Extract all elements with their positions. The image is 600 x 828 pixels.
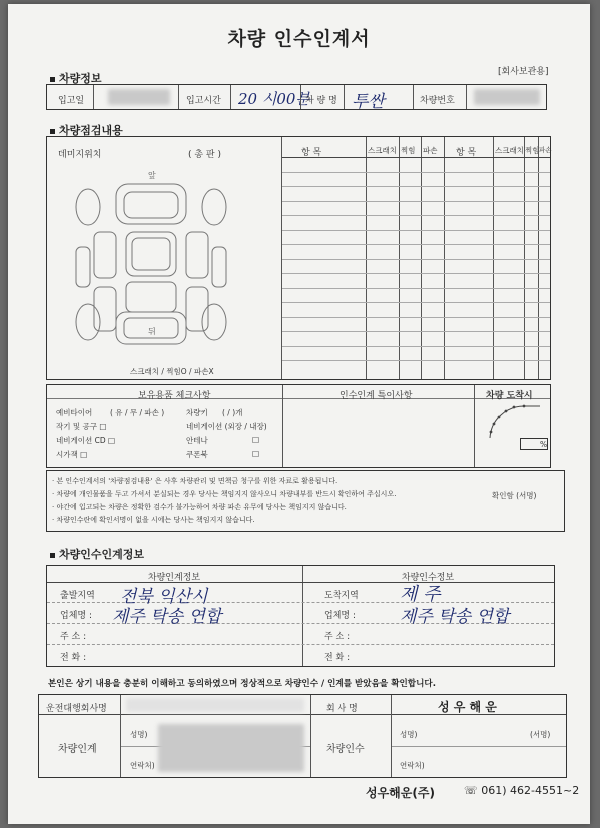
handover-to-title: 차량인수정보 <box>401 573 455 583</box>
address-to-label: 주 소 : <box>324 632 351 642</box>
spare-tire-options: ( 유 / 무 / 파손 ) <box>110 408 165 417</box>
broken-col-header-2: 파손 <box>539 146 552 154</box>
diagram-rear-label: 뒤 <box>148 327 156 336</box>
arrival-title: 차량 도착시 <box>486 391 533 401</box>
office-copy-label: [회사보관용] <box>498 67 549 77</box>
inspection-grid-row <box>282 360 550 361</box>
handover-sign-label: 차량인계 <box>58 744 97 755</box>
scratch-col-header-1: 스크래치 <box>368 146 397 155</box>
departure-label: 출발지역 <box>60 591 95 601</box>
arrival-region-value: 제 주 <box>400 584 441 605</box>
item-col-header-1: 항 목 <box>301 148 322 158</box>
cigar-jack-label: 시가잭 □ <box>56 450 88 459</box>
fuel-gauge-icon <box>484 402 548 442</box>
receive-contact-label: 연락처) <box>400 761 425 770</box>
handover-name-label: 성명) <box>130 730 148 739</box>
phone-to-label: 전 화 : <box>324 653 351 663</box>
footer-company: 성우해운(주) <box>366 786 435 800</box>
handover-contact-label: 연락처) <box>130 761 155 770</box>
diagram-legend: 스크래치 / 찍힘O / 파손X <box>130 367 214 376</box>
document-page <box>8 4 590 824</box>
dent-col-header-2: 찍힘 <box>525 146 540 155</box>
entry-date-label: 입고일 <box>58 96 85 106</box>
notice-line-2: · 차량에 개인물품을 두고 가셔서 분실되는 경우 당사는 책임지지 않사오니 차량내부를 반드시 확인하여 주십시오. <box>52 490 397 498</box>
company-to-value: 제주 탁송 연합 <box>400 607 510 627</box>
inspection-grid-row <box>282 230 550 231</box>
special-notes-title: 인수인계 특이사항 <box>340 391 413 401</box>
inspection-grid-row <box>282 346 550 347</box>
fuel-percent-label: % <box>540 440 548 449</box>
damage-position-label: 데미지위치 <box>58 150 102 160</box>
section-inspection: 차량점검내용 <box>50 122 123 138</box>
checklist-table <box>46 384 551 468</box>
antenna-label: 안테나 <box>186 436 208 445</box>
section-handover: 차량인수인계정보 <box>50 546 144 562</box>
inspection-grid-row <box>282 259 550 260</box>
company-to-label: 업체명 : <box>324 611 356 621</box>
redacted-handover-person <box>158 724 304 772</box>
receive-sign-mark: (서명) <box>530 730 551 739</box>
diagram-front-label: 앞 <box>148 171 156 180</box>
document-title: 차량 인수인계서 <box>227 28 371 50</box>
car-key-count: ( / )개 <box>222 408 243 417</box>
navi-cd-label: 네비게이션 CD □ <box>56 436 116 445</box>
arrival-region-label: 도착지역 <box>324 591 359 601</box>
inspection-grid-row <box>282 317 550 318</box>
jack-tools-label: 작기 및 공구 □ <box>56 422 107 431</box>
coupon-book-checkbox[interactable]: □ <box>252 449 260 458</box>
vehicle-name-label: 차 량 명 <box>305 96 337 106</box>
inspection-grid-row <box>282 172 550 173</box>
company-from-value: 제주 탁송 연합 <box>112 607 222 627</box>
handover-from-title: 차량인계정보 <box>147 573 201 583</box>
spare-tire-label: 예비타이어 <box>56 408 93 417</box>
inspection-grid-row <box>282 331 550 332</box>
company-from-label: 업체명 : <box>60 611 92 621</box>
damage-total: ( 총 판 ) <box>188 150 221 160</box>
section-vehicle-info: 차량정보 <box>50 70 102 86</box>
dent-col-header-1: 찍힘 <box>401 146 416 155</box>
item-col-header-2: 항 목 <box>456 148 477 158</box>
redacted-vehicle-number <box>474 89 540 105</box>
notice-line-1: · 본 인수인계서의 '차량점검내용' 은 사후 차량관리 및 면책금 청구를 위한 자료로 활용됩니다. <box>52 477 338 485</box>
agreement-text: 본인은 상기 내용을 충분히 이해하고 동의하였으며 정상적으로 차량인수 / 인계를 받았음을 확인합니다. <box>48 679 436 689</box>
inspection-grid-row <box>282 302 550 303</box>
receive-name-label: 성명) <box>400 730 418 739</box>
jack-checkbox[interactable]: □ <box>99 422 107 431</box>
association-label: 운전대행회사명 <box>46 704 107 714</box>
company-name-value: 성 우 해 운 <box>438 700 497 714</box>
notice-line-3: · 야간에 입고되는 차량은 정확한 검수가 불가능하여 차량 파손 유무에 당사는 책임지지 않습니다. <box>52 503 347 511</box>
vehicle-damage-diagram <box>66 162 236 367</box>
coupon-book-label: 쿠폰북 <box>186 450 208 459</box>
inspection-grid-row <box>282 288 550 289</box>
inspection-grid-row <box>282 215 550 216</box>
inspection-grid-row <box>282 273 550 274</box>
vehicle-name-value: 투싼 <box>352 92 385 112</box>
navi-cd-checkbox[interactable]: □ <box>108 436 116 445</box>
company-name-label: 회 사 명 <box>326 704 358 714</box>
broken-col-header-1: 파손 <box>423 146 438 155</box>
car-key-label: 차량키 <box>186 408 208 417</box>
phone-from-label: 전 화 : <box>60 653 87 663</box>
inspection-grid-row <box>282 157 550 158</box>
inspection-grid-row <box>282 186 550 187</box>
entry-time-label: 입고시간 <box>186 96 221 106</box>
phone-icon: ☏ <box>464 784 478 797</box>
departure-value: 전북 익산시 <box>120 587 208 607</box>
inspection-grid-row <box>282 201 550 202</box>
cigar-jack-checkbox[interactable]: □ <box>80 450 88 459</box>
accessories-title: 보유용품 체크사항 <box>138 391 211 401</box>
notice-line-4: · 차량인수란에 확인서명이 없을 시에는 당사는 책임지지 않습니다. <box>52 516 255 524</box>
vehicle-number-label: 차량번호 <box>420 96 455 106</box>
receive-sign-label: 차량인수 <box>326 744 365 755</box>
address-from-label: 주 소 : <box>60 632 87 642</box>
scratch-col-header-2: 스크래치 <box>495 146 524 155</box>
confirm-sign-label: 확인함 (서명) <box>492 491 537 500</box>
navigation-label: 네비게이션 (외장 / 내장) <box>186 422 267 431</box>
redacted-association <box>126 698 304 712</box>
footer-phone: ☏ 061) 462-4551~2 <box>464 784 580 797</box>
entry-time-value: 20 시00분 <box>238 90 310 108</box>
inspection-grid-row <box>282 244 550 245</box>
antenna-checkbox[interactable]: □ <box>252 435 260 444</box>
redacted-entry-date <box>108 89 170 105</box>
